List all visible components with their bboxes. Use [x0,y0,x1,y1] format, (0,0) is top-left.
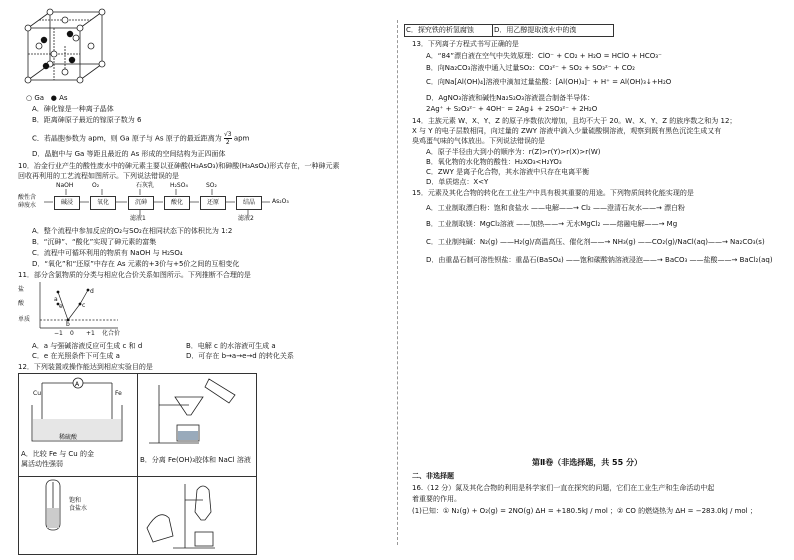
filtrate-2: 滤液2 [238,215,254,222]
step-oxidation: 氧化 [90,196,116,210]
point-d: d [90,288,94,295]
q12-option-row-cd [404,24,614,37]
part2-title: 第Ⅱ卷（非选择题，共 55 分） [532,458,642,467]
q13-option-b: B．向Na₂CO₃溶液中通入过量SO₂：CO₃²⁻ + SO₂ + SO₃²⁻ + CO₂ [426,64,635,72]
filtration-image [139,375,255,447]
q14-stem-2: X 与 Y 的电子层数相同，向过量的 ZWY 溶液中滴入少量硫酸铜溶液，观察到既有黑色沉淀生成又有 [412,127,722,135]
step-acidification: 酸化 [164,196,190,210]
flow-start-l1: 酸性含 [18,194,37,201]
q10-option-a: A．整个流程中参加反应的O₂与SO₂在相同状态下的体积比为 1:2 [32,227,233,235]
q10-option-b: B．“沉砷”、“酸化”实现了砷元素的富集 [32,238,157,246]
ga-legend-marker: ○ [26,94,33,102]
as-legend-marker: ● [50,94,57,102]
q14-option-c: C．ZWY 是离子化合物，其水溶液中只存在电离平衡 [426,168,590,176]
q12-option-a-l2: 属活动性强弱 [21,460,63,468]
q12-stem: 12．下列装置或操作能达到相应实验目的是 [18,363,153,371]
left-column [18,0,388,560]
q13-option-c: C．向Na[Al(OH)₄]溶液中滴加过量盐酸：[Al(OH)₄]⁻ + H⁺ = Al(OH)₃↓+H₂O [426,78,672,86]
separatory-funnel-image [139,478,255,550]
q9-unit: apm [233,134,250,143]
q15-option-b: B．工业制取镁：MgCl₂溶液 ——加热——→ 无水MgCl₂ ——熔融电解——→ Mg [426,220,678,228]
q13-option-d-l1: D．AgNO₃溶液和碱性Na₂S₂O₃溶液混合制备半导体： [426,94,595,102]
xaxis-label: 化合价 [102,330,121,337]
point-e: e [59,303,63,310]
q16-stem-2: 着重要的作用。 [412,495,461,503]
q16-part1: (1)已知：① N₂(g) + O₂(g) = 2NO(g) ΔH = +180.5kJ / mol ；② CO 的燃烧热为 ΔH = −283.0kJ / mol ； [412,507,757,515]
label-dilute-acid: 稀硫酸 [59,434,78,441]
reagent-o2: O₂ [92,182,100,189]
q15-stem: 15．元素及其化合物的转化在工业生产中具有极其重要的用途。下列物质间转化能实现的是 [412,189,694,197]
q12-cell-b [138,374,257,477]
xtick-0: 0 [70,330,74,337]
xtick-neg1: −1 [54,330,63,337]
ylabel-acid: 酸 [18,300,25,307]
column-divider [397,20,398,545]
label-brine: 食盐水 [69,505,88,512]
q16-stem-1: 16.（12 分）氮及其化合物的利用是科学家们一直在探究的问题，它们在工业生产和生命活动中起 [412,484,715,492]
label-fe: Fe [115,390,122,397]
ylabel-salt: 盐 [18,286,25,293]
point-a: a [54,296,58,303]
reagent-lime: 石灰乳 [136,182,155,189]
section-heading: 二、非选择题 [412,472,454,480]
q10-stem-2: 回收再利用的工艺流程如图所示。下列说法错误的是 [18,172,179,180]
q9-option-c-text: C．若晶胞参数为 apm，则 Ga 原子与 As 原子的最近距离为 [32,134,222,143]
ga-legend-label: Ga [34,94,45,102]
q11-stem: 11．部分含氯物质的分类与相应化合价关系如图所示。下列推断不合理的是 [18,271,251,279]
q13-option-d-l2: 2Ag⁺ + S₂O₃²⁻ + 4OH⁻ = 2Ag↓ + 2SO₃²⁻ + 2H₂O [426,105,598,113]
galvanic-cell-image [20,375,136,445]
q11-option-a: A．a 与强碱溶液反应可生成 c 和 d [32,342,143,350]
q9-option-c [32,131,249,146]
q15-option-d: D．由重晶石制可溶性钡盐：重晶石(BaSO₄) ——饱和碳酸钠溶液浸泡——→ BaCO₃ ——盐酸——→ BaCl₂(aq) [426,256,773,264]
q11-option-d: D．可存在 b→a→e→d 的转化关系 [186,352,294,360]
step-alkaline-leach: 碱浸 [54,196,80,210]
q14-option-d: D．单质熔点：X<Y [426,178,489,186]
q12-option-a-l1: A．比较 Fe 与 Cu 的金 [21,450,94,458]
point-b: b [66,321,70,328]
reagent-h2so4: H₂SO₄ [170,182,188,189]
q15-option-c: C．工业制纯碱：N₂(g) ——H₂(g)/高温高压、催化剂——→ NH₃(g) ——CO₂(g)/NaCl(aq)——→ Na₂CO₃(s) [426,238,765,246]
label-saturated: 饱和 [69,497,82,504]
step-reduction: 还原 [200,196,226,210]
q14-stem-1: 14．主族元素 W、X、Y、Z 的原子序数依次增加，且均不大于 20。W、X、Y、Z 的族序数之和为 12； [412,117,737,125]
q10-flowchart [18,182,308,224]
q10-option-c: C．流程中可循环利用的物质有 NaOH 与 H₂SO₄ [32,249,183,257]
q9-option-b: B．距离砷原子最近的镓原子数为 6 [32,116,142,124]
q13-option-a: A．“84”漂白液在空气中失效原理：ClO⁻ + CO₂ + H₂O = HClO + HCO₃⁻ [426,52,662,60]
step-precipitation: 沉砷 [128,196,154,210]
point-c: c [82,302,86,309]
q9-option-d: D．晶胞中与 Ga 等距且最近的 As 形成的空间结构为正四面体 [32,150,226,158]
q11-graph [18,282,158,340]
q9-fraction-den: 2 [225,139,230,146]
q10-option-d: D．“氧化”和“还原”中存在 As 元素的+3价与+5价之间的互相变化 [32,260,240,268]
filtrate-1: 滤液1 [130,215,146,222]
q12-option-table [18,373,257,555]
q9-option-a: A．砷化镓是一种离子晶体 [32,105,114,113]
crystal-cell-figure [20,8,115,88]
q11-option-c: C．e 在光照条件下可生成 a [32,352,120,360]
svg-text:A: A [75,381,80,388]
q13-stem: 13．下列离子方程式书写正确的是 [412,40,519,48]
q9-fraction-num: √3 [223,131,232,138]
ylabel-element: 单质 [18,316,31,323]
flow-arrows [18,182,308,224]
as-legend-label: As [59,94,68,102]
q11-option-b: B．电解 c 的水溶液可生成 a [186,342,276,350]
q12-option-b: B．分离 Fe(OH)₃胶体和 NaCl 溶液 [140,456,251,464]
label-cu: Cu [33,390,41,397]
crystal-legend [26,94,68,103]
q15-option-a: A．工业制取漂白粉：饱和食盐水 ——电解——→ Cl₂ ——澄清石灰水——→ 漂白粉 [426,204,686,212]
xtick-pos1: +1 [86,330,95,337]
q12-option-d: D．用乙醇提取溴水中的溴 [493,25,614,37]
q14-option-a: A．原子半径由大到小的顺序为：r(Z)>r(Y)>r(X)>r(W) [426,148,601,156]
q12-cell-c [19,477,138,555]
q10-stem-1: 10．冶金行业产生的酸性废水中的砷元素主要以亚砷酸(H₃AsO₃)和砷酸(H₃AsO₄)形式存在，一种砷元素 [18,162,340,170]
q14-stem-3: 臭鸡蛋气味的气体放出。下列说法错误的是 [412,137,545,145]
q12-cell-a [19,374,138,477]
right-column [406,0,780,560]
flow-product: As₂O₃ [272,198,289,205]
reagent-so2: SO₂ [206,182,217,189]
reagent-naoh: NaOH [56,182,74,189]
q14-option-b: B．氧化物的水化物的酸性：H₂XO₃<H₂YO₃ [426,158,562,166]
q9-fraction [224,131,232,146]
step-crystallize: 结晶 [236,196,262,210]
flow-start-l2: 砷废水 [18,202,37,209]
q12-cell-d [138,477,257,555]
q12-option-c: C．探究铁的析氢腐蚀 [405,25,493,37]
